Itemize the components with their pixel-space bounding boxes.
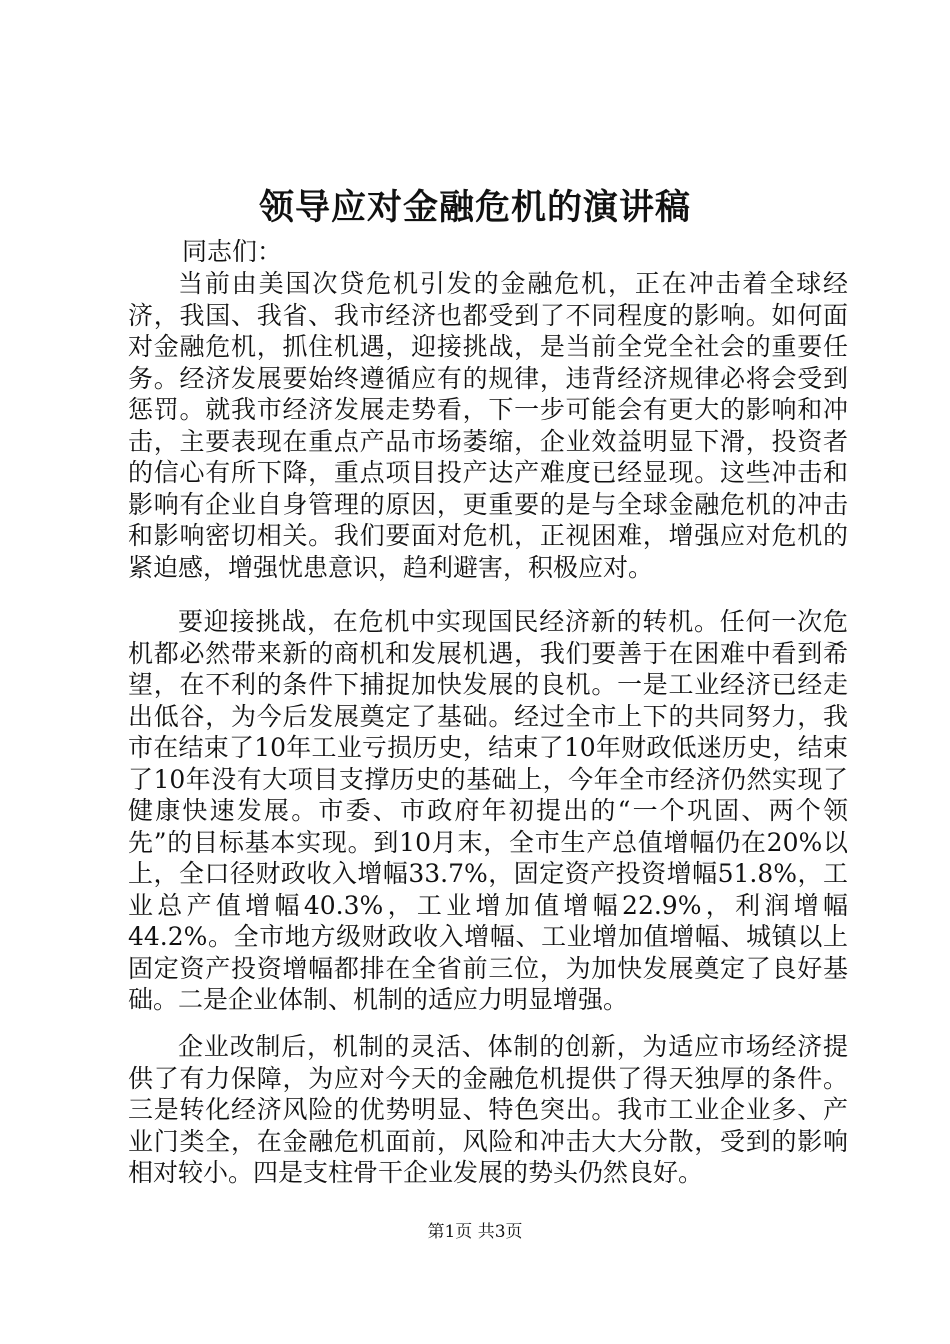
body-paragraph-3 [128, 1031, 848, 1189]
body-paragraph-2 [128, 606, 848, 1016]
page-footer: 第1页 共3页 [427, 1222, 523, 1242]
document-title: 领导应对金融危机的演讲稿 [258, 187, 691, 228]
paragraph-text: 企业改制后，机制的灵活、体制的创新，为适应市场经济提供了有力保障，为应对今天的金融危机提供了得天独厚的条件。三是转化经济风险的优势明显、特色突出。我市工业企业多、产业门类全，在金融危机面前，风险和冲击大大分散，受到的影响相对较小。四是支柱骨干企业发展的势头仍然良好。 [128, 1032, 848, 1187]
body-paragraph-1 [128, 268, 848, 583]
salutation: 同志们： [182, 237, 283, 266]
paragraph-text: 要迎接挑战，在危机中实现国民经济新的转机。任何一次危机都必然带来新的商机和发展机遇，我们要善于在困难中看到希望，在不利的条件下捕捉加快发展的良机。一是工业经济已经走出低谷，为今后发展奠定了基础。经过全市上下的共同努力，我市在结束了10年工业亏损历史，结束了10年财政低迷历史，结束了10年没有大项目支撑历史的基础上，今年全市经济仍然实现了健康快速发展。市委、市政府年初提出的“一个巩固、两个领先”的目标基本实现。到10月末，全市生产总值增幅仍在20%以上，全口径财政收入增幅33.7%，固定资产投资增幅51.8%，工业总产值增幅40.3%，工业增加值增幅22.9%，利润增幅44.2%。全市地方级财政收入增幅、工业增加值增幅、城镇以上固定资产投资增幅都排在全省前三位，为加快发展奠定了良好基础。二是企业体制、机制的适应力明显增强。 [128, 607, 848, 1014]
paragraph-text: 当前由美国次贷危机引发的金融危机，正在冲击着全球经济，我国、我省、我市经济也都受到了不同程度的影响。如何面对金融危机，抓住机遇，迎接挑战，是当前全党全社会的重要任务。经济发展要始终遵循应有的规律，违背经济规律必将会受到惩罚。就我市经济发展走势看，下一步可能会有更大的影响和冲击，主要表现在重点产品市场萎缩，企业效益明显下滑，投资者的信心有所下降，重点项目投产达产难度已经显现。这些冲击和影响有企业自身管理的原因，更重要的是与全球金融危机的冲击和影响密切相关。我们要面对危机，正视困难，增强应对危机的紧迫感，增强忧患意识，趋利避害，积极应对。 [128, 269, 848, 582]
